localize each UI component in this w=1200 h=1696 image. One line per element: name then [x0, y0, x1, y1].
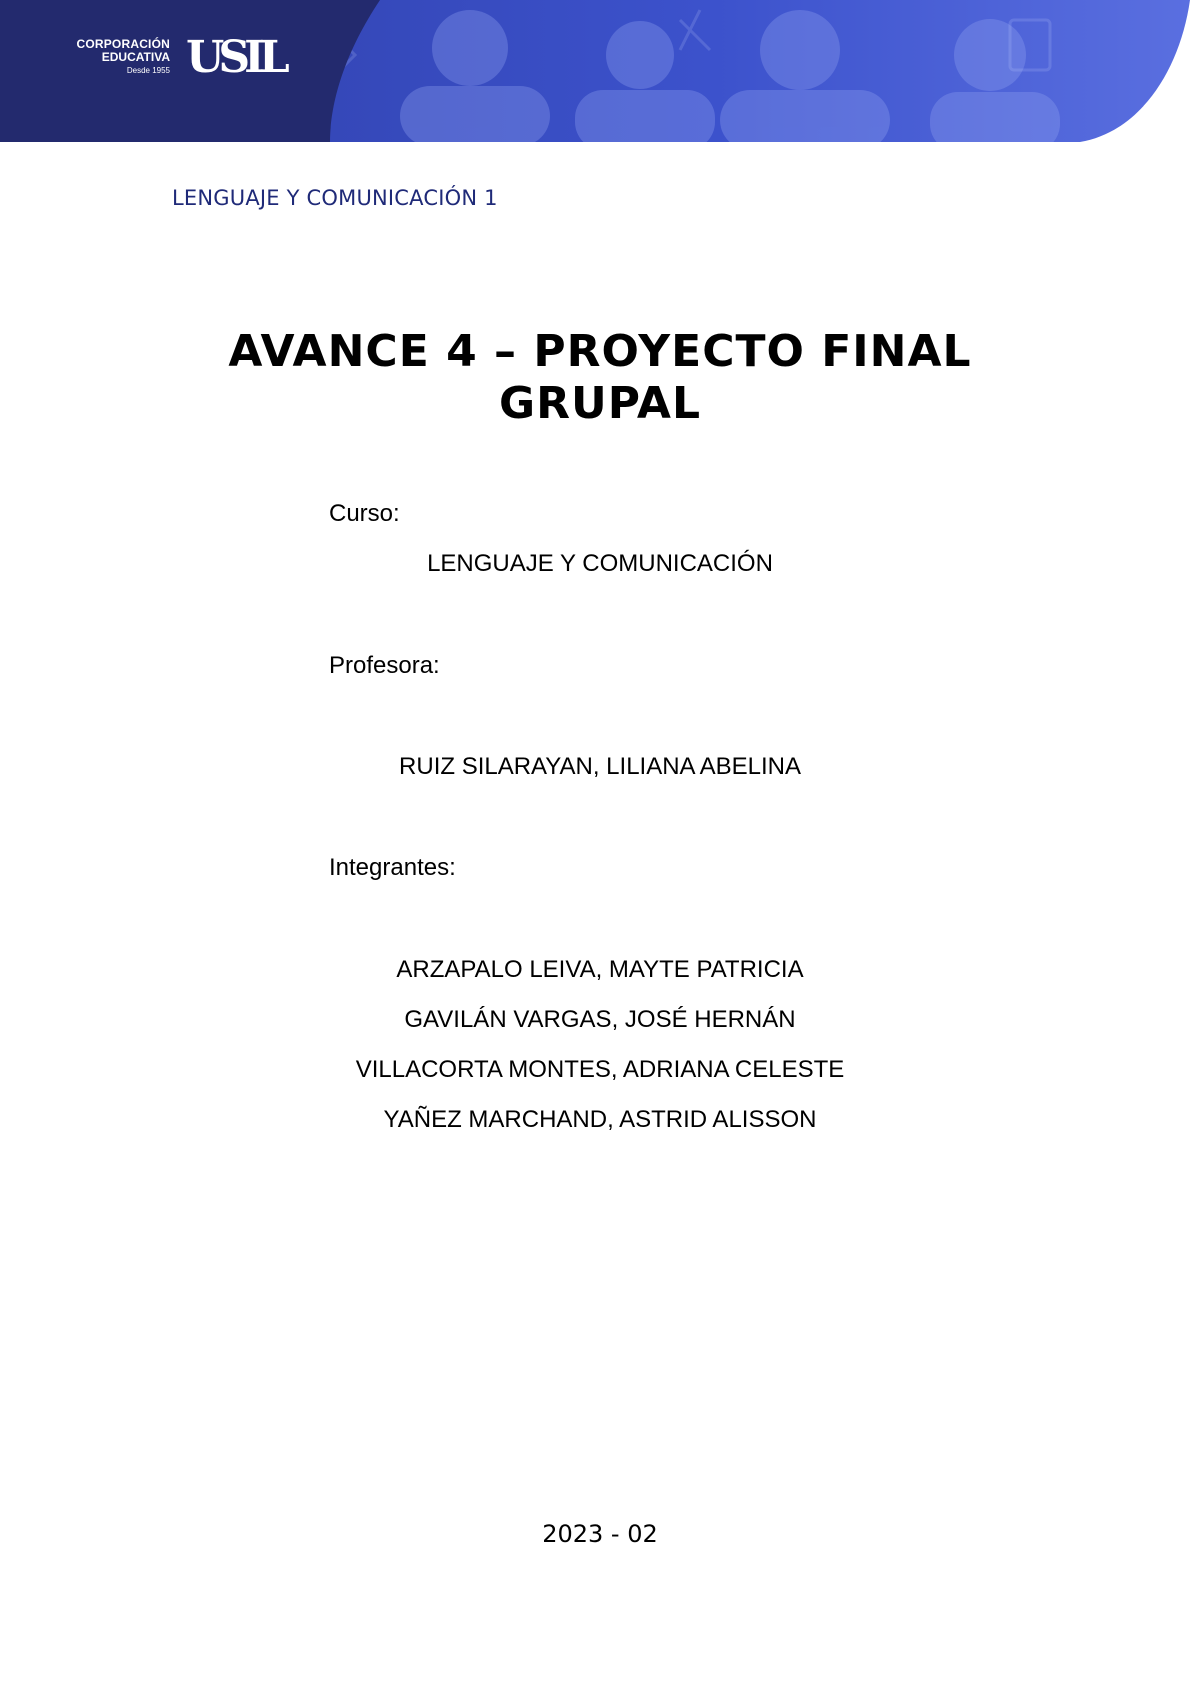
logo-educativa: EDUCATIVA — [101, 50, 170, 64]
members-label: Integrantes: — [329, 854, 456, 881]
member-name: GAVILÁN VARGAS, JOSÉ HERNÁN — [404, 1006, 796, 1033]
title-line-2: GRUPAL — [498, 378, 702, 429]
logo-corporacion: CORPORACIÓN — [76, 37, 170, 51]
member-name: ARZAPALO LEIVA, MAYTE PATRICIA — [396, 956, 804, 983]
course-value: LENGUAJE Y COMUNICACIÓN — [427, 550, 773, 577]
title-line-1: AVANCE 4 – PROYECTO FINAL — [228, 326, 972, 377]
course-header: LENGUAJE Y COMUNICACIÓN 1 — [172, 186, 498, 210]
members-list — [200, 945, 1000, 1145]
logo-desde: Desde 1955 — [126, 66, 170, 75]
member-name: VILLACORTA MONTES, ADRIANA CELESTE — [355, 1056, 845, 1083]
member-name: YAÑEZ MARCHAND, ASTRID ALISSON — [383, 1106, 817, 1133]
academic-period: 2023 - 02 — [542, 1520, 658, 1548]
document-title — [150, 326, 1050, 430]
logo-monogram: USIL — [186, 32, 284, 83]
banner-background — [0, 0, 1200, 142]
professor-label: Profesora: — [329, 652, 440, 679]
logo-wordmark — [46, 38, 170, 77]
professor-value: RUIZ SILARAYAN, LILIANA ABELINA — [399, 753, 801, 780]
header-banner — [0, 0, 1200, 142]
course-label: Curso: — [329, 500, 400, 527]
